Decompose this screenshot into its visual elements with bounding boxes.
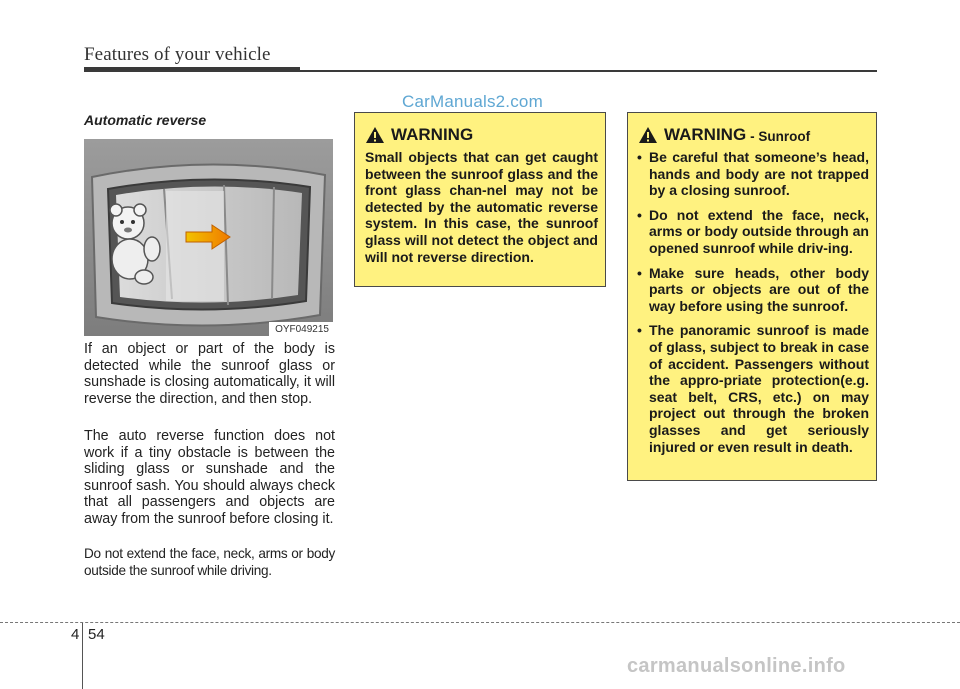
warning-list-item: [637, 149, 869, 199]
warning-item-text: Do not extend the face, neck, arms or body outside through an opened sunroof while driv-ing.: [649, 206, 869, 256]
figure-code: OYF049215: [269, 322, 333, 336]
warning-box-automatic-reverse: [354, 112, 606, 287]
warning-item-text: Make sure heads, other body parts or objects are out of the way before using the sunroof.: [649, 264, 869, 314]
body-paragraph-1: If an object or part of the body is detected while the sunroof glass or sunshade is closing automatically, it will reverse the direction, and then stop.: [84, 341, 335, 407]
warning-list-item: [637, 265, 869, 315]
footer-divider: [0, 622, 960, 623]
warning-header: [638, 125, 810, 145]
section-heading: Automatic reverse: [84, 112, 207, 128]
warning-list-item: [637, 207, 869, 257]
header-rule-thick: [84, 67, 300, 72]
body-paragraph-3: Do not extend the face, neck, arms or body outside the sunroof while driving.: [84, 546, 335, 578]
warning-sublabel: - Sunroof: [750, 129, 811, 144]
page-number: 54: [88, 626, 105, 643]
warning-label: WARNING: [391, 125, 474, 144]
bullet-icon: •: [637, 264, 642, 281]
warning-text: Small objects that can get caught between the sunroof glass and the front glass chan-nel may not be detected by the automatic reverse system. In this case, the sunroof glass will not detect the object and will not reverse direction.: [365, 149, 598, 265]
bullet-icon: •: [637, 206, 642, 223]
warning-list: [637, 149, 869, 463]
header-rule-thin: [300, 70, 877, 72]
warning-box-sunroof: [627, 112, 877, 481]
sunroof-illustration: [84, 139, 333, 336]
warning-item-text: The panoramic sunroof is made of glass, subject to break in case of accident. Passengers without the appro-priate protection(e.g. seat belt, CRS, etc.) on may project out through the broken glasses and get seriously injured or even result in death.: [649, 322, 869, 455]
warning-header: [365, 125, 473, 145]
watermark-bottom: carmanualsonline.info: [627, 655, 846, 677]
sunroof-drawing: [84, 139, 333, 336]
bullet-icon: •: [637, 149, 642, 165]
warning-triangle-icon: [638, 126, 658, 144]
watermark-top: CarManuals2.com: [402, 92, 543, 111]
chapter-number: 4: [71, 626, 80, 643]
warning-triangle-icon: [365, 126, 385, 144]
bullet-icon: •: [637, 322, 642, 339]
body-paragraph-2: The auto reverse function does not work if a tiny obstacle is between the sliding glass or sunshade and the sunroof sash. You should always check that all passengers and objects are away from the sunroof before closing it.: [84, 428, 335, 527]
warning-item-text: Be careful that someone’s head, hands and body are not trapped by a closing sunroof.: [649, 149, 869, 199]
footer-vertical-rule: [82, 623, 83, 689]
page-header-title: Features of your vehicle: [84, 44, 271, 65]
warning-list-item: [637, 322, 869, 455]
warning-label: WARNING: [664, 125, 747, 144]
